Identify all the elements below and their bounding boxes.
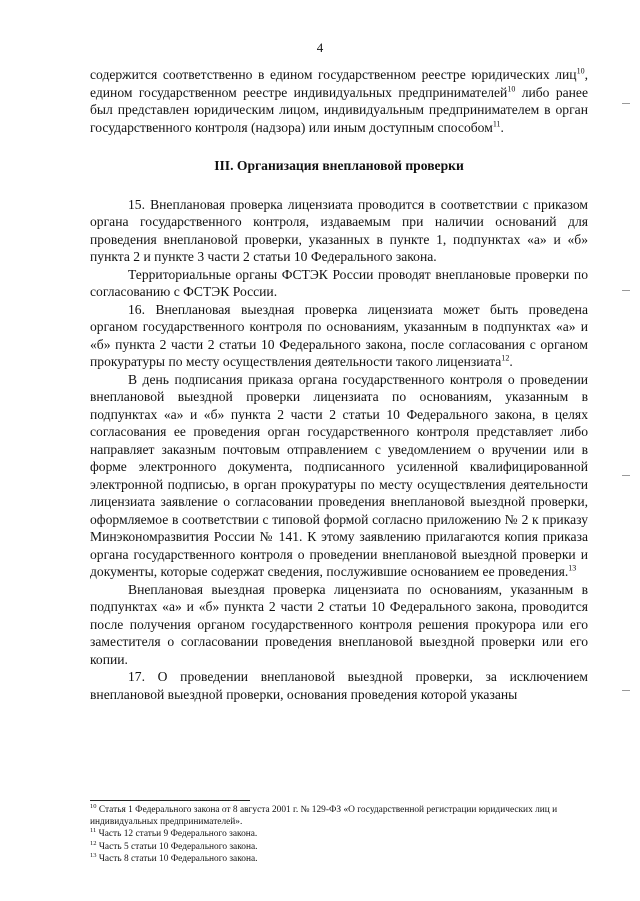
continuation-text-3: либо ранее был представлен юридическим лицом, индивидуальным предпринимателем в орган государственного контроля (надзора) или иным доступным способом — [90, 84, 588, 135]
footnote-item — [90, 804, 588, 828]
footnote-text: Часть 12 статьи 9 Федерального закона. — [96, 829, 258, 840]
continuation-text-2: , едином государственном реестре индивидуальных предпринимателей — [90, 67, 588, 100]
footnote-mark: 13 — [90, 851, 97, 859]
footnotes — [90, 804, 588, 865]
footnote-ref: 10 — [507, 83, 516, 93]
paragraph-16b-text: В день подписания приказа органа государственного контроля о проведении внеплановой выездной проверки лицензиата по основаниям, указанным в подпунктах «а» и «б» пункта 2 части 2 статьи 10 Федерального закона, в целях согласования ее проведения орган государственного контроля представляет либо направляет заказным почтовым отправлением с уведомлением о вручении или в форме электронного документа, подписанного усиленной квалифицированной электронной подписью, в орган прокуратуры по месту осуществления деятельности лицензиата заявление о согласовании проведения внеплановой выездной проверки, оформляемое в соответствии с типовой формой согласно приложению № 2 к приказу Минэкономразвития России № 141. К этому заявлению прилагаются копия приказа органа государственного контроля о проведении внеплановой выездной проверки и документы, которые содержат сведения, послужившие основанием ее проведения. — [90, 371, 588, 579]
footnote-separator — [90, 800, 250, 801]
footnote-item — [90, 853, 588, 865]
footnote-ref: 11 — [492, 118, 501, 128]
paragraph-16-end: . — [509, 354, 513, 369]
scan-margin-mark — [622, 690, 630, 691]
footnote-ref: 13 — [568, 563, 577, 573]
paragraph-16 — [90, 301, 588, 371]
paragraph-15: 15. Внеплановая проверка лицензиата проводится в соответствии с приказом органа государственного контроля, издаваемым при наличии оснований для проведения внеплановой проверки, указанных в пункте 1, подпунктах «а» и «б» пункта 2 и пункте 3 части 2 статьи 10 Федерального закона. — [90, 196, 588, 264]
footnote-mark: 11 — [90, 827, 97, 835]
paragraph-17: 17. О проведении внеплановой выездной проверки, за исключением внеплановой выездной проверки, основания проведения которой указаны — [90, 669, 588, 702]
paragraph-16-text: 16. Внеплановая выездная проверка лицензиата может быть проведена органом государственного контроля по основаниям, указанным в подпунктах «а» и «б» пункта 2 части 2 статьи 10 Федерального закона, после согласования с органом прокуратуры по месту осуществления деятельности такого лицензиата — [90, 301, 588, 369]
scan-margin-mark — [622, 290, 630, 291]
document-body — [90, 66, 588, 703]
footnote-mark: 12 — [90, 839, 97, 847]
scan-margin-mark — [622, 475, 630, 476]
paragraph-15b: Территориальные органы ФСТЭК России проводят внеплановые проверки по согласованию с ФСТЭК России. — [90, 266, 588, 299]
scan-margin-mark — [622, 103, 630, 104]
page-number: 4 — [316, 40, 324, 55]
footnote-item — [90, 841, 588, 853]
footnote-text: Часть 8 статьи 10 Федерального закона. — [96, 853, 258, 864]
footnote-ref: 10 — [576, 66, 585, 76]
footnote-text: Часть 5 статьи 10 Федерального закона. — [96, 841, 258, 852]
footnote-mark: 10 — [90, 802, 97, 810]
footnote-text: Статья 1 Федерального закона от 8 августа 2001 г. № 129-ФЗ «О государственной регистрации юридических лиц и индивидуальных предпринимателей». — [90, 805, 558, 828]
continuation-text: содержится соответственно в едином государственном реестре юридических лиц — [90, 67, 577, 82]
paragraph-16c: Внеплановая выездная проверка лицензиата по основаниям, указанным в подпунктах «а» и «б» пункта 2 части 2 статьи 10 Федерального закона, проводится после получения органом государственного контроля решения прокурора или его заместителя о согласовании проведения внеплановой выездной проверки или его копии. — [90, 581, 588, 667]
footnote-ref: 12 — [501, 353, 510, 363]
footnote-item — [90, 828, 588, 840]
paragraph-16b — [90, 371, 588, 581]
section-heading: III. Организация внеплановой проверки — [214, 158, 464, 173]
continuation-paragraph — [90, 66, 588, 136]
continuation-text-4: . — [500, 119, 504, 135]
